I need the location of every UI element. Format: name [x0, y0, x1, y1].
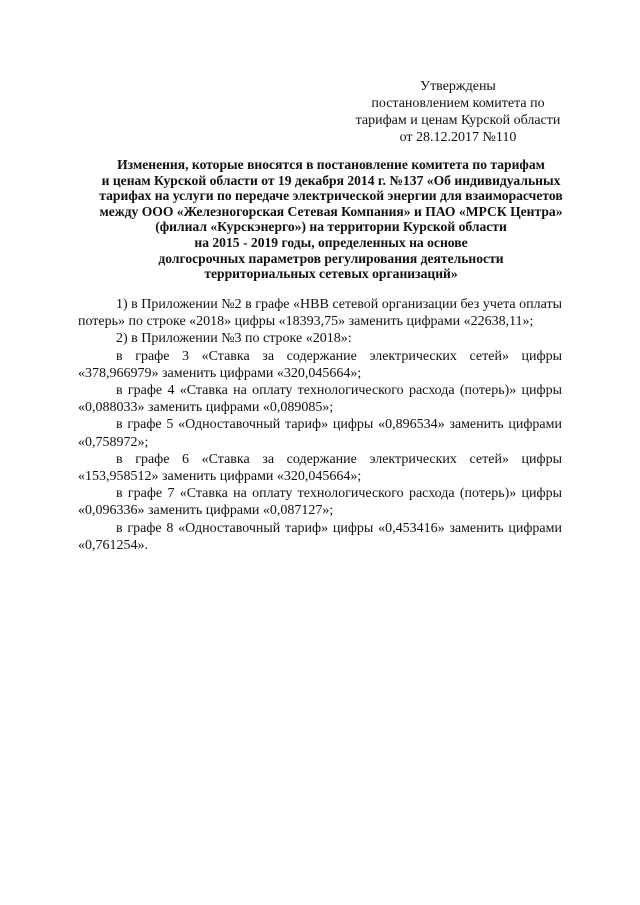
title-line: тарифах на услуги по передаче электрической энергии для взаиморасчетов [99, 188, 563, 204]
approval-line: постановлением комитета по [371, 96, 545, 111]
approval-line: тарифам и ценам Курской области [355, 113, 561, 128]
title-line: между ООО «Железногорская Сетевая Компания» и ПАО «МРСК Центра» [99, 203, 563, 219]
title-line: и ценам Курской области от 19 декабря 2014 г. №137 «Об индивидуальных [101, 172, 561, 188]
document-title [78, 157, 584, 282]
document-body [78, 296, 562, 554]
column-7-paragraph: в графе 7 «Ставка на оплату технологического расхода (потерь)» цифры «0,096336» заменить цифрами «0,087127»; [78, 486, 562, 519]
title-line: Изменения, которые вносятся в постановление комитета по тарифам [117, 157, 545, 172]
column-4-paragraph: в графе 4 «Ставка на оплату технологического расхода (потерь)» цифры «0,088033» заменить цифрами «0,089085»; [78, 383, 562, 416]
title-line: долгосрочных параметров регулирования деятельности [158, 250, 504, 266]
title-line: территориальных сетевых организаций» [204, 266, 458, 282]
item-1-paragraph: 1) в Приложении №2 в графе «НВВ сетевой организации без учета оплаты потерь» по строке «2018» цифры «18393,75» заменить цифрами «22638,11»; [78, 297, 562, 330]
column-3-paragraph: в графе 3 «Ставка за содержание электрических сетей» цифры «378,966979» заменить цифрами «320,045664»; [78, 348, 562, 381]
title-line: на 2015 - 2019 годы, определенных на основе [194, 234, 468, 250]
column-8-paragraph: в графе 8 «Одноставочный тариф» цифры «0,453416» заменить цифрами «0,761254». [78, 520, 562, 553]
column-6-paragraph: в графе 6 «Ставка за содержание электрических сетей» цифры «153,958512» заменить цифрами «320,045664»; [78, 451, 562, 485]
approval-line: Утверждены [420, 79, 496, 94]
approval-block [348, 78, 568, 146]
column-5-paragraph: в графе 5 «Одноставочный тариф» цифры «0,896534» заменить цифрами «0,758972»; [78, 417, 562, 450]
title-line: (филиал «Курскэнерго») на территории Курской области [155, 219, 507, 235]
approval-line: от 28.12.2017 №110 [399, 130, 517, 145]
item-2-paragraph: 2) в Приложении №3 по строке «2018»: [116, 331, 352, 347]
